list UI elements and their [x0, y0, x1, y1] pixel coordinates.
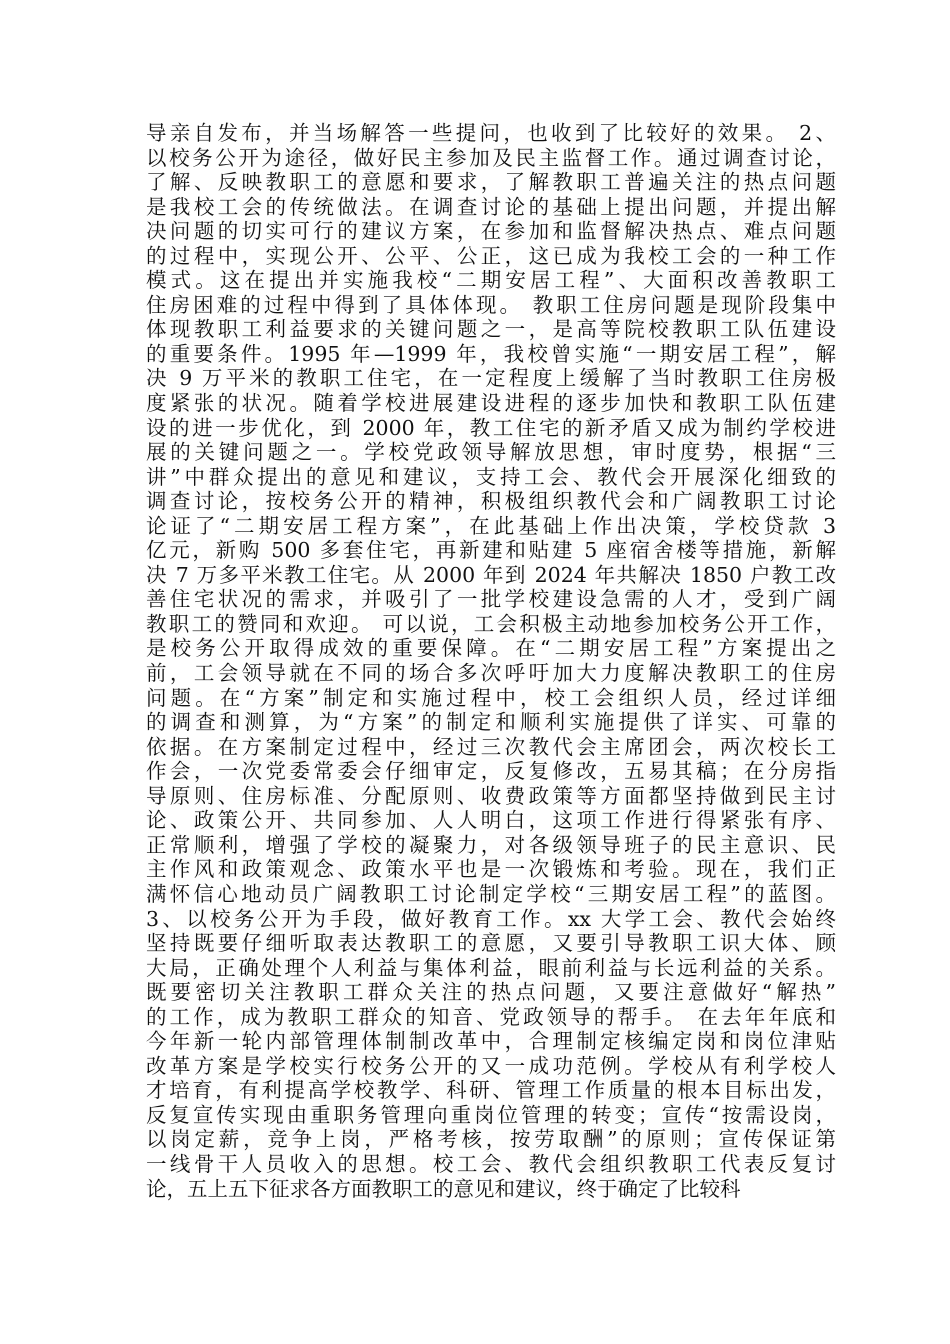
text-line: 决 7 万多平米教工住宅。从 2000 年到 2024 年共解决 1850 户教工改: [146, 562, 836, 587]
text-line: 问题。在“方案”制定和实施过程中，校工会组织人员，经过详细: [146, 685, 836, 710]
text-line: 讲”中群众提出的意见和建议，支持工会、教代会开展深化细致的: [146, 464, 836, 489]
text-line: 改革方案是学校实行校务公开的又一成功范例。学校从有利学校人: [146, 1053, 836, 1078]
text-line: 导亲自发布，并当场解答一些提问，也收到了比较好的效果。 2、: [146, 121, 836, 145]
text-line: 大局，正确处理个人利益与集体利益，眼前利益与长远利益的关系。: [146, 955, 836, 980]
text-line: 度紧张的状况。随着学校进展建设进程的逐步加快和教职工队伍建: [146, 391, 836, 416]
text-line: 决问题的切实可行的建议方案，在参加和监督解决热点、难点问题: [146, 219, 836, 244]
text-line: 了解、反映教职工的意愿和要求，了解教职工普遍关注的热点问题: [146, 170, 836, 195]
body-text: [146, 121, 836, 1201]
text-line: 以校务公开为途径，做好民主参加及民主监督工作。通过调查讨论，: [146, 145, 836, 170]
text-line: 作会，一次党委常委会仔细审定，反复修改，五易其稿；在分房指: [146, 759, 836, 784]
text-line: 一线骨干人员收入的思想。校工会、教代会组织教职工代表反复讨: [146, 1151, 836, 1176]
text-line: 3、以校务公开为手段，做好教育工作。xx 大学工会、教代会始终: [146, 906, 836, 931]
text-line: 的调查和测算，为“方案”的制定和顺利实施提供了详实、可靠的: [146, 710, 836, 735]
text-line: 是校务公开取得成效的重要保障。在“二期安居工程”方案提出之: [146, 636, 836, 661]
text-line: 住房困难的过程中得到了具体体现。 教职工住房问题是现阶段集中: [146, 292, 836, 317]
text-line: 善住宅状况的需求，并吸引了一批学校建设急需的人才，受到广阔: [146, 587, 836, 612]
text-line: 论、政策公开、共同参加、人人明白，这项工作进行得紧张有序、: [146, 808, 836, 833]
text-line: 设的进一步优化，到 2000 年，教工住宅的新矛盾又成为制约学校进: [146, 415, 836, 440]
text-line: 模式。这在提出并实施我校“二期安居工程”、大面积改善教职工: [146, 268, 836, 293]
text-line: 调查讨论，按校务公开的精神，积极组织教代会和广阔教职工讨论: [146, 489, 836, 514]
text-line: 的重要条件。1995 年—1999 年，我校曾实施“一期安居工程”，解: [146, 341, 836, 366]
text-line: 才培育，有利提高学校教学、科研、管理工作质量的根本目标出发，: [146, 1078, 836, 1103]
text-line: 以岗定薪，竞争上岗，严格考核，按劳取酬”的原则；宣传保证第: [146, 1127, 836, 1152]
text-line: 坚持既要仔细听取表达教职工的意愿，又要引导教职工识大体、顾: [146, 931, 836, 956]
text-line: 是我校工会的传统做法。在调查讨论的基础上提出问题，并提出解: [146, 194, 836, 219]
text-line: 主作风和政策观念、政策水平也是一次锻炼和考验。现在，我们正: [146, 857, 836, 882]
text-line: 亿元，新购 500 多套住宅，再新建和贴建 5 座宿舍楼等措施，新解: [146, 538, 836, 563]
text-line: 展的关键问题之一。学校党政领导解放思想，审时度势，根据“三: [146, 440, 836, 465]
text-line: 决 9 万平米的教职工住宅，在一定程度上缓解了当时教职工住房极: [146, 366, 836, 391]
text-line: 体现教职工利益要求的关键问题之一，是高等院校教职工队伍建设: [146, 317, 836, 342]
text-line: 依据。在方案制定过程中，经过三次教代会主席团会，两次校长工: [146, 734, 836, 759]
text-line: 论证了“二期安居工程方案”，在此基础上作出决策，学校贷款 3: [146, 513, 836, 538]
text-line: 论，五上五下征求各方面教职工的意见和建议，终于确定了比较科: [146, 1176, 741, 1201]
text-line: 的过程中，实现公开、公平、公正，这已成为我校工会的一种工作: [146, 243, 836, 268]
text-line: 反复宣传实现由重职务管理向重岗位管理的转变；宣传“按需设岗，: [146, 1102, 836, 1127]
text-line: 今年新一轮内部管理体制制改革中，合理制定核编定岗和岗位津贴: [146, 1029, 836, 1054]
text-line: 满怀信心地动员广阔教职工讨论制定学校“三期安居工程”的蓝图。: [146, 881, 836, 906]
text-line: 导原则、住房标准、分配原则、收费政策等方面都坚持做到民主讨: [146, 783, 836, 808]
text-line: 前，工会领导就在不同的场合多次呼吁加大力度解决教职工的住房: [146, 661, 836, 686]
text-line: 的工作，成为教职工群众的知音、党政领导的帮手。 在去年年底和: [146, 1004, 836, 1029]
text-line: 正常顺利，增强了学校的凝聚力，对各级领导班子的民主意识、民: [146, 832, 836, 857]
text-line: 既要密切关注教职工群众关注的热点问题，又要注意做好“解热”: [146, 980, 836, 1005]
text-line: 教职工的赞同和欢迎。 可以说，工会积极主动地参加校务公开工作，: [146, 611, 836, 636]
